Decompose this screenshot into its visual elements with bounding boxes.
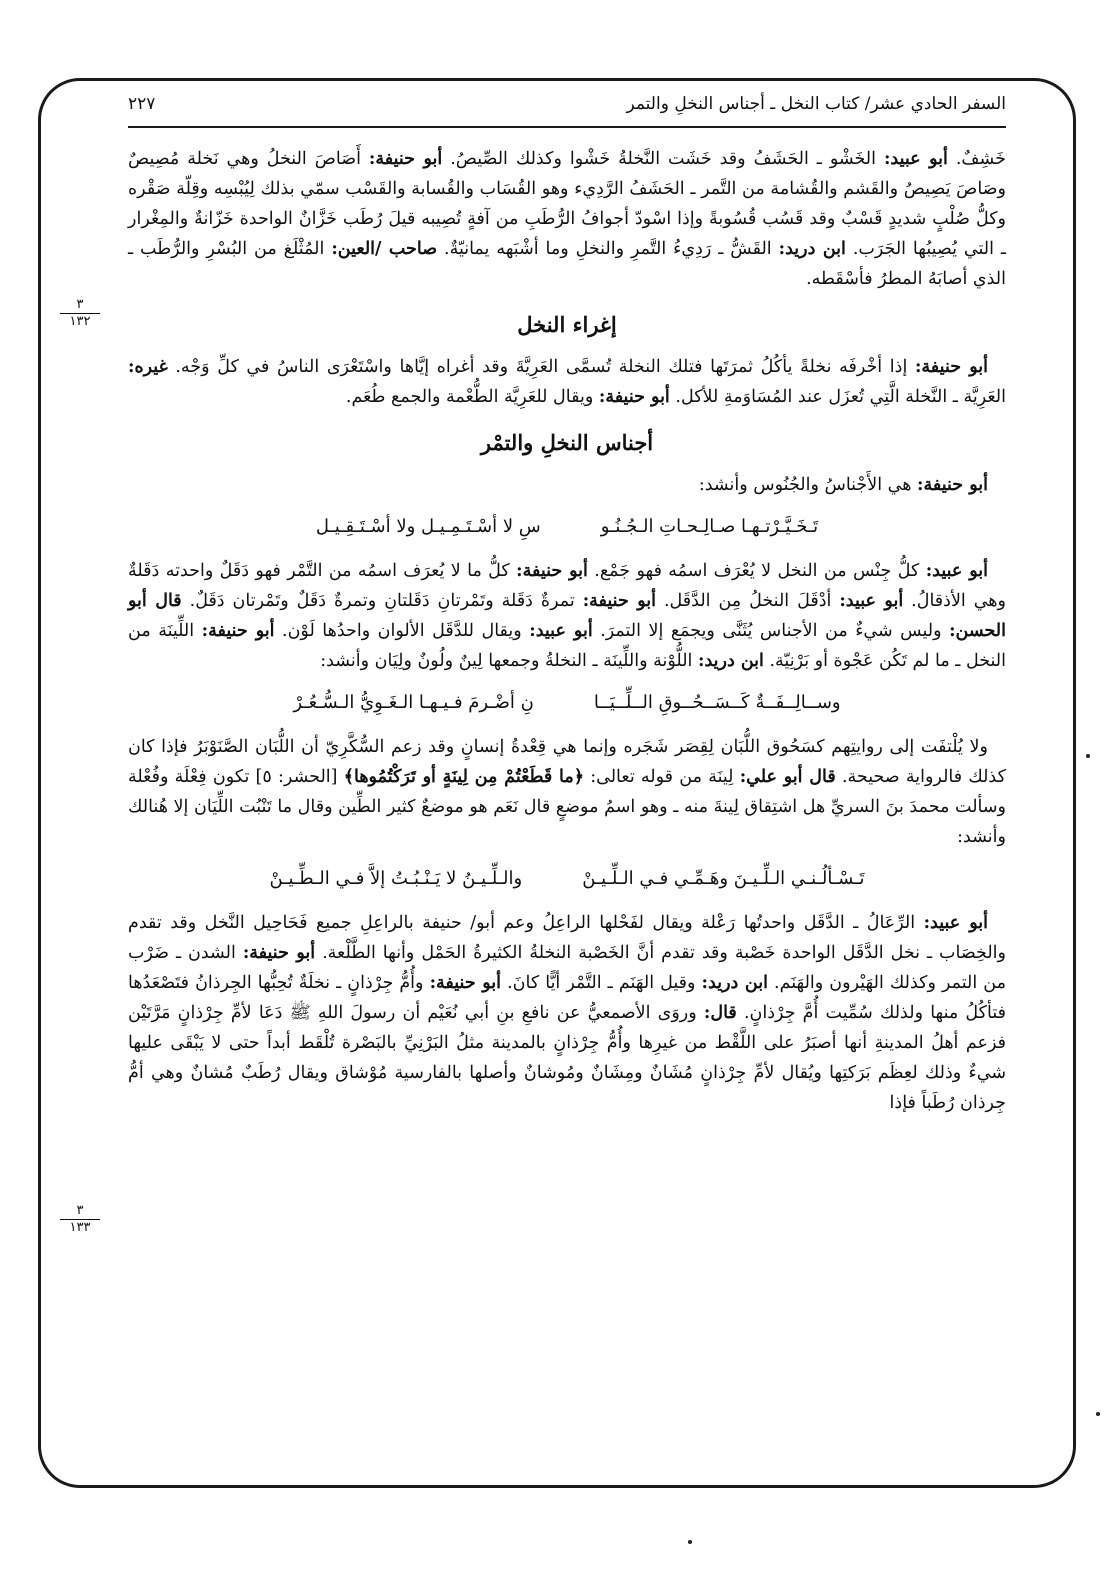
author-name: أبو عبيد: (925, 561, 989, 581)
text-run: وقيل الهَنَم ـ التَّمْر أيًّا كانَ. (507, 973, 696, 993)
text-run: إذا أخْرفَه نخلةً يأكُلُ ثمرَتَها فتلك النخلة تُسمَّى العَرِيَّةَ وقد أغراه إيَّاها واسْتَعْرَى الناسُ في كلِّ وَجْه. (175, 357, 908, 377)
author-name: أبو حنيفة: (242, 943, 316, 963)
text-run: [الحشر: ٥] تكون فِعْلَة وفُعْلة وسألت محمدَ بنَ السريِّ هل اشتِقاق لِينةَ منه ـ وهو اسمُ موضعٍ قال نَعَم هو موضعٌ كثير الطِّين وقال ما تَنْبُت اللِّيَان إلا هُنالك وأنشد: (128, 767, 1006, 847)
margin-ref-top: ٣ (60, 298, 100, 314)
text-run: هي الأَجْناسُ والجُنُوس وأنشد: (698, 475, 912, 495)
text-run: تمرةٌ دَقَلة وتَمْرتانِ دَقَلتانِ وتمرةٌ دَقَلٌ وتَمْرتان دَقَلٌ. (189, 591, 575, 611)
author-name: أبو حنيفة: (914, 357, 988, 377)
scan-speck (1096, 1412, 1100, 1416)
author-name: أبو حنيفة: (917, 475, 988, 495)
author-name: أبو حنيفة: (582, 591, 657, 611)
text-run: كلُّ جِنْس من النخل لا يُعْرَف اسمُه فهو جَمْع. (594, 561, 920, 581)
author-name: ابن دريد: (701, 973, 768, 993)
text-run: ويقال للدَّقَل الألوان واحدُها لَوْن. (282, 621, 522, 641)
text-run: الرِّعَالُ ـ الدَّقَل واحدتُها رَعْلة ويقال لفَحْلها الراعِلُ وعم أبو/ حنيفة بالراعِلِ جميع فَحَاحِيل النَّخل وقد تقدم والخِصَاب ـ نخل الدَّقَل الواحدة خَصْبة وقد تقدم أنَّ الخَصْبة النخلةُ الكثيرةُ الحَمْل وأنها الطَّلْعة. (128, 913, 1006, 963)
verse-second-hemistich: سِ لا أسْـتَـمِـيـل ولا أسْـتَـقِـيـل (315, 516, 541, 537)
verse-first-hemistich: وســالِــفَــةٌ كَــسَــحُــوقِ الــلِّــيَــا (593, 692, 841, 713)
author-name: قال: (703, 1003, 737, 1023)
margin-ref-bottom: ١٣٢ (69, 314, 91, 329)
text-run: لِينَة من قوله تعالى: (590, 767, 734, 787)
verse-first-hemistich: تَـسْـألُـنـي الـلِّـيـنَ وهَـمِّـي فـي الـلِّـيـنْ (582, 868, 865, 889)
text-run: الخَشْو ـ الحَشَفُ وقد خَشَت النَّخلةُ خَشْوا وكذلك الصِّيصُ. (450, 149, 876, 169)
text-run: وليس شيءٌ من الأجناس يُثَنَّى ويجمَع إلا التمرَ. (600, 621, 942, 641)
section-title: إغراء النخل (517, 312, 617, 337)
author-name: قال أبو الحسن: (128, 591, 1006, 641)
author-name: أبو عبيد: (883, 149, 948, 169)
text-run: القَشُّ ـ رَدِيءُ التَّمرِ والنخلِ وما أشْبَهه يمانيّةٌ. (444, 239, 772, 259)
author-name: أبو عبيد: (529, 621, 593, 641)
text-run: أَصَاصَ النخلُ وهي نَخلة مُصِيصٌ وصَاصَ يَصِيصُ والقَشم والقُشامة من التَّمر ـ الحَشَفُ الرَّدِيء وهو القُسَاب والقُسابة والقَسْب سمّي بذلك لِيُبْسِه وقِلّة صَقْره وكلُّ صُلْبٍ شديدٍ قَسْبٌ وقد قَسُب قُسُوبةً وإذا اسْودّ أجوافُ الرُّطَبِ من آفةٍ تُصِيبه قيلَ رُطَب خَزَّانٌ الواحدة خَزّانةٌ والمِغْرار ـ التي يُصِيبُها الجَرَب. (128, 149, 1006, 259)
verse-first-hemistich: تَـخَـيَّـرْتـهـا صـالِـحـاتِ الـجُـنُـو (600, 516, 819, 537)
author-name: صاحب /العين: (331, 239, 438, 259)
paragraph (128, 470, 1006, 500)
text-run: أدْقَلَ النخلُ مِن الدَّقَل. (663, 591, 832, 611)
paragraph (128, 908, 1006, 1118)
author-name: غيره: (128, 357, 168, 377)
margin-ref-top: ٣ (60, 1204, 100, 1220)
text-run: كلُّ ما لا يُعرَف اسمُه من التَّمْر فهو دَقَلٌ واحدته دَقَلةٌ وهي الأذقالُ. (128, 561, 1006, 611)
author-name: أبو حنيفة: (368, 149, 443, 169)
text-run: وروَى الأصمعيُّ عن نافعِ بنِ أبي نُعَيْم أن رسولَ اللهِ ﷺ دَعَا لأمِّ جِرْذانٍ مَرَّتَيْن فزعم أهلُ المدينةِ أنها أصبَرُ على اللَّقْط من غيرِها وأُمُّ جِرْذانٍ بالمدينة مثلُ البَرْنِيِّ بالبَصْرة تُلْقَط أبداً حتى لا يَبْقَى عليها شيءٌ وذلك لعِظَم بَرَكتِها ويُقال لأمِّ جِرْذانٍ مُشَانٌ ومِشَانٌ ومُوشانٌ وأصلها بالفارسية مُوْشاق ويقال رُطَبٌ مُشانٌ وهي أمُّ جِرذان رُطَباً فإذا (128, 1003, 1006, 1113)
page-body (128, 144, 1006, 1130)
text-run: المُثْلَغ من البُسْرِ والرُّطَب ـ الذي أصابَهُ المطرُ فأسْقَطه. (128, 239, 1006, 289)
paragraph (128, 144, 1006, 294)
verse-second-hemistich: نِ أضْـرمَ فـيـهـا الـغَـوِيُّ الـسُّـعُـرْ (293, 692, 534, 713)
paragraph (128, 556, 1006, 676)
poem-verse (128, 512, 1006, 542)
author-name: قال أبو علي: (739, 767, 836, 787)
text-run: وأُمُّ جِرْذانٍ ـ نخلَةٌ تُحِبُّها الجِرذانُ فتَصْعَدُها فتأكُلُ منها ولذلك سُمِّيت أُمَّ جِرْذانٍ. (128, 973, 1006, 1023)
text-run: ويقال للعَرِيَّة الطُّعْمة والجمع طُعَم. (345, 387, 594, 407)
paragraph (128, 732, 1006, 852)
margin-reference (60, 298, 100, 329)
scan-speck (688, 1540, 692, 1544)
text-run: الشدن ـ ضَرْب من التمر وكذلك الهَيْرون والهَنَم. (128, 943, 1006, 993)
page-number: ٢٢٧ (128, 94, 156, 114)
text-run: اللِّينَة من النخل ـ ما لم تَكُن عَجْوة أو بَرْنِيّة. (128, 621, 1006, 671)
section-title: أجناس النخلِ والتمْر (480, 430, 654, 455)
verse-second-hemistich: والـلِّـيـنُ لا يَـنْـبُـتُ إلاَّ فـي الـطِّـيـنْ (269, 868, 523, 889)
poem-verse (128, 688, 1006, 718)
quran-quote: ﴿ما قَطَعْتُمْ مِن لِينَةٍ أو تَرَكْتُمُوها﴾ (343, 767, 584, 787)
author-name: أبو حنيفة: (429, 973, 502, 993)
poem-verse (128, 864, 1006, 894)
margin-reference (60, 1204, 100, 1235)
paragraph (128, 352, 1006, 412)
author-name: ابن دريد: (778, 239, 846, 259)
margin-ref-bottom: ١٣٣ (69, 1220, 91, 1235)
text-run: ولا يُلْتفَت إلى روايتِهم كسَحُوق اللُّبَان لِقِصَر شَجَره وإنما هي قِعْدةُ إنسانٍ وقد زعم السُّكَّرِيّ أن اللُّبَان الصَّنَوْبَرُ فإذا كان كذلك فالرواية صحيحة. (128, 737, 1006, 787)
author-name: أبو حنيفة: (598, 387, 670, 407)
scan-speck (1086, 754, 1090, 758)
text-run: خَشِفٌ. (955, 149, 1006, 169)
author-name: أبو عبيد: (923, 913, 988, 933)
text-run: اللُّوْنة واللِّينَة ـ النخلةُ وجمعها لِينٌ ولُونٌ ولِيَان وأنشد: (320, 651, 693, 671)
author-name: أبو عبيد: (839, 591, 904, 611)
author-name: ابن دريد: (697, 651, 764, 671)
author-name: أبو حنيفة: (201, 621, 275, 641)
running-title: السفر الحادي عشر/ كتاب النخل ـ أجناس النخلِ والتمر (626, 94, 1006, 114)
author-name: أبو حنيفة: (516, 561, 588, 581)
text-run: العَرِيَّة ـ النَّخلة الَّتِي تُعزَل عند المُسَاوَمةِ للأكل. (675, 387, 1006, 407)
page-header (128, 88, 1006, 128)
